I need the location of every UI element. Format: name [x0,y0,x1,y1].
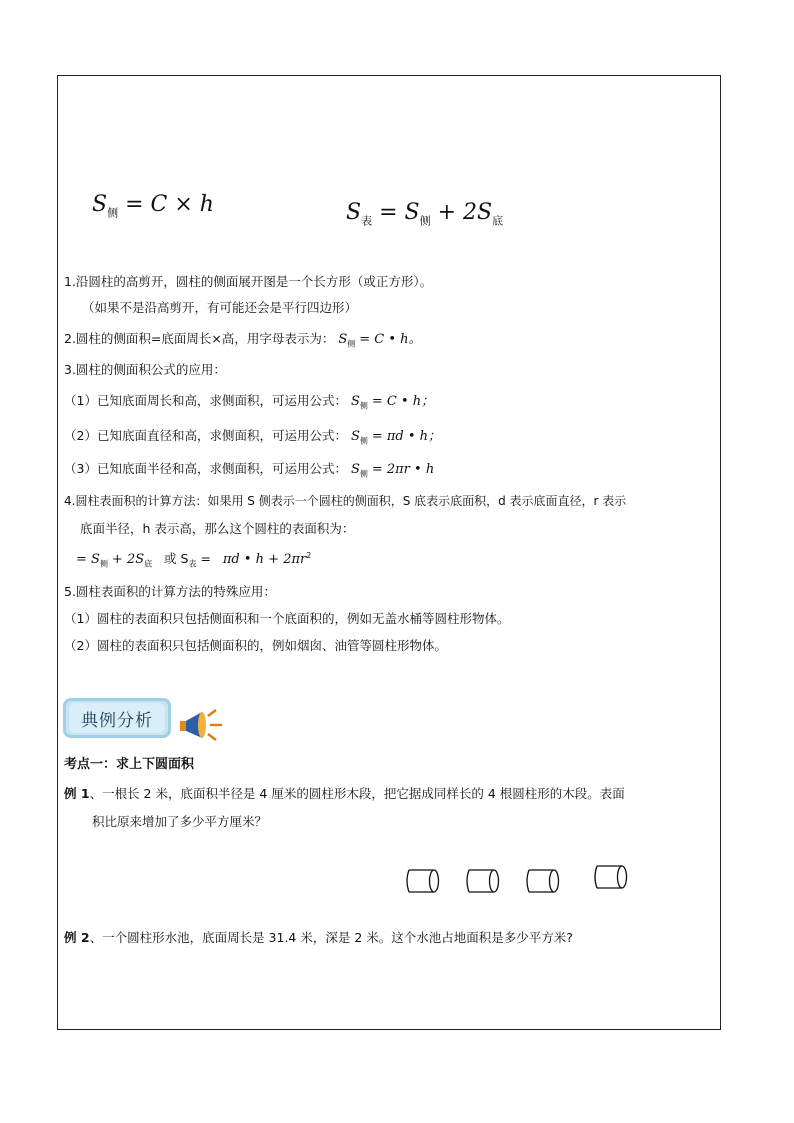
point-1: 1.沿圆柱的高剪开，圆柱的侧面展开图是一个长方形（或正方形）。 [64,274,433,289]
point-4-formula: = $S_侧 + 2S_底$ 或 $S_表$ = πd • $h + 2\pi r^2$ [76,550,312,569]
example-1-cont: 积比原来增加了多少平方厘米？ [92,814,268,829]
cylinder-icon [524,866,562,896]
point-3a: （1）已知底面周长和高，求侧面积，可运用公式： $S_侧 = C$ • h； [64,393,435,411]
surface-area-formula: $S_表 = S_侧 + 2S_底$ [346,200,504,228]
lateral-area-formula: $S_侧 = C \times h$ [92,192,214,220]
cylinder-icon [404,866,442,896]
point-1-note: （如果不是沿高剪开，有可能还会是平行四边形） [82,300,358,315]
point-4: 4.圆柱表面积的计算方法：如果用 S 侧表示一个圆柱的侧面积，S 底表示底面积，d 表示底面直径，r 表示 [64,494,627,508]
point-4-cont: 底面半径，h 表示高，那么这个圆柱的表面积为： [80,521,355,536]
point-3c: （3）已知底面半径和高，求侧面积，可运用公式： $S_侧 = 2\pi r$ • h [64,461,435,479]
point-5a: （1）圆柱的表面积只包括侧面积和一个底面积的，例如无盖水桶等圆柱形物体。 [64,611,510,626]
section-badge [63,698,171,738]
megaphone-icon [178,706,228,746]
cylinder-icon [592,862,630,892]
point-2: 2.圆柱的侧面积=底面周长×高，用字母表示为： $S_侧 = C$ • h。 [64,331,422,349]
point-5: 5.圆柱表面积的计算方法的特殊应用： [64,584,276,599]
point-3b: （2）已知底面直径和高，求侧面积，可运用公式： $S_侧 = \pi d$ • h； [64,428,442,446]
example-2: 例 2、一个圆柱形水池，底面周长是 31.4 米，深是 2 米。这个水池占地面积是多少平方米? [64,930,573,945]
kaodian-heading: 考点一：求上下圆面积 [64,757,195,772]
section-badge-label: 典例分析 [69,703,165,733]
point-5b: （2）圆柱的表面积只包括侧面积的，例如烟囱、油管等圆柱形物体。 [64,638,447,653]
example-1: 例 1、一根长 2 米，底面积半径是 4 厘米的圆柱形木段，把它据成同样长的 4 根圆柱形的木段。表面 [64,786,625,801]
point-3: 3.圆柱的侧面积公式的应用： [64,362,226,377]
cylinder-icon [464,866,502,896]
